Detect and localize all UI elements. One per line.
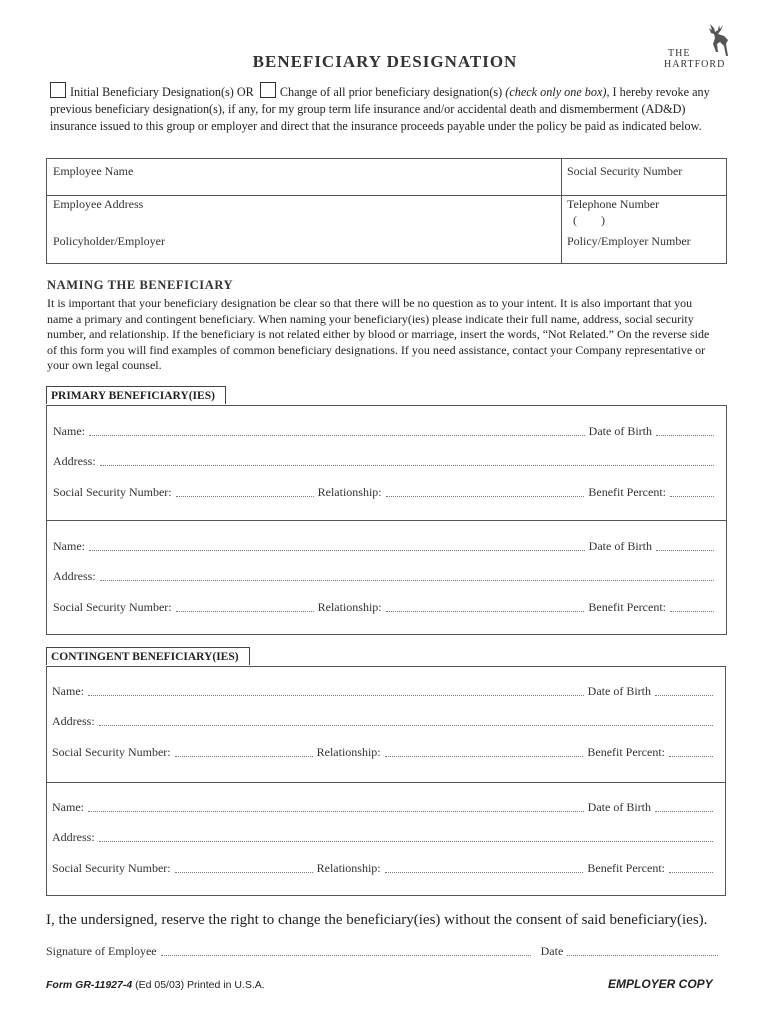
name-label: Name: [52, 684, 84, 698]
contingent-2-name-field[interactable] [88, 810, 584, 812]
dob-label: Date of Birth [588, 424, 652, 438]
dob-label: Date of Birth [587, 800, 651, 814]
telephone-area-code: ( ) [573, 213, 605, 227]
consent-statement: I, the undersigned, reserve the right to change the beneficiary(ies) without the consent of said beneficiary(ies). [46, 912, 708, 928]
primary-1-address-field[interactable] [100, 464, 714, 466]
logo-text-the: THE [668, 48, 691, 59]
row-divider [47, 195, 726, 196]
contingent-1-dob-field[interactable] [655, 694, 713, 696]
contingent-2-ssn-row [52, 861, 717, 876]
benefit-label: Benefit Percent: [587, 745, 665, 759]
primary-2-dob-field[interactable] [656, 549, 714, 551]
ssn-field-label: Social Security Number: [53, 600, 172, 614]
form-number [46, 979, 265, 991]
primary-2-address-row [53, 569, 718, 584]
policy-number-label: Policy/Employer Number [567, 234, 691, 248]
primary-tab: PRIMARY BENEFICIARY(IES) [46, 386, 226, 404]
telephone-label: Telephone Number [567, 197, 660, 211]
signature-date-field[interactable] [567, 954, 718, 956]
relationship-label: Relationship: [316, 861, 381, 875]
benefit-label: Benefit Percent: [588, 600, 666, 614]
form-prefix: Form GR- [46, 979, 95, 991]
ssn-field-label: Social Security Number: [52, 861, 171, 875]
primary-row-divider [47, 520, 726, 521]
dob-label: Date of Birth [587, 684, 651, 698]
primary-2-relationship-field[interactable] [386, 610, 585, 612]
address-label: Address: [52, 830, 95, 844]
employee-info-box [46, 158, 727, 264]
contingent-1-address-field[interactable] [99, 724, 713, 726]
signature-label: Signature of Employee [46, 944, 157, 958]
contingent-2-dob-field[interactable] [655, 810, 713, 812]
contingent-2-relationship-field[interactable] [385, 871, 584, 873]
naming-heading: NAMING THE BENEFICIARY [47, 278, 234, 292]
primary-1-ssn-field[interactable] [176, 495, 314, 497]
contingent-2-name-row [52, 800, 717, 815]
primary-2-name-row [53, 539, 718, 554]
primary-2-address-field[interactable] [100, 579, 714, 581]
primary-1-relationship-field[interactable] [386, 495, 585, 497]
change-designation-label: Change of all prior beneficiary designation(s) [279, 85, 503, 99]
hereby-text: I hereby [609, 85, 653, 99]
primary-1-benefit-field[interactable] [670, 495, 714, 497]
primary-box [46, 405, 727, 635]
signature-row [46, 944, 722, 959]
name-label: Name: [53, 424, 85, 438]
contingent-2-ssn-field[interactable] [175, 871, 313, 873]
relationship-label: Relationship: [317, 600, 382, 614]
initial-designation-label: Initial Beneficiary Designation(s) OR [70, 85, 254, 99]
primary-1-ssn-row [53, 485, 718, 500]
form-number-value: 11927-4 [94, 979, 133, 991]
naming-text: It is important that your beneficiary designation be clear so that there will be no question as to your intent. It is also important that you name a primary and contingent beneficiary. When naming your beneficiary(ies) please indicate their full name, address, social security number, and relationship. If the beneficiary is not related either by blood or marriage, insert the words, “Not Related.” On the reverse side of this form you will find examples of common beneficiary designations. If you need assistance, contact your Company representative or your own legal counsel. [47, 296, 710, 373]
contingent-tab: CONTINGENT BENEFICIARY(IES) [46, 647, 250, 665]
primary-1-address-row [53, 454, 718, 469]
revoke-text: revoke any previous beneficiary designation(s), if any, for my group term life insurance and/or accidental death and dismemberment (AD&D) insurance issued to this group or employer and direct that the insurance proceeds payable under the policy be paid as indicated below. [50, 85, 710, 133]
address-label: Address: [53, 569, 96, 583]
date-label: Date [540, 944, 564, 958]
relationship-label: Relationship: [317, 485, 382, 499]
stag-icon [702, 22, 732, 58]
contingent-2-address-row [52, 830, 717, 845]
initial-designation-checkbox[interactable] [50, 82, 66, 98]
address-label: Address: [53, 454, 96, 468]
contingent-1-benefit-field[interactable] [669, 755, 713, 757]
name-label: Name: [53, 539, 85, 553]
contingent-2-benefit-field[interactable] [669, 871, 713, 873]
primary-2-name-field[interactable] [89, 549, 585, 551]
employee-name-label: Employee Name [53, 164, 134, 178]
logo-text-hartford: HARTFORD [664, 59, 726, 70]
change-designation-checkbox[interactable] [260, 82, 276, 98]
contingent-1-name-row [52, 684, 717, 699]
signature-field[interactable] [161, 954, 531, 956]
contingent-1-address-row [52, 714, 717, 729]
address-label: Address: [52, 714, 95, 728]
employer-copy-label: EMPLOYER COPY [608, 977, 713, 991]
column-divider [561, 159, 562, 263]
primary-1-dob-field[interactable] [656, 434, 714, 436]
ssn-field-label: Social Security Number: [52, 745, 171, 759]
check-one-note: (check only one box), [505, 85, 610, 99]
contingent-1-name-field[interactable] [88, 694, 584, 696]
relationship-label: Relationship: [316, 745, 381, 759]
benefit-label: Benefit Percent: [588, 485, 666, 499]
contingent-box [46, 666, 726, 896]
primary-2-ssn-row [53, 600, 718, 615]
policyholder-label: Policyholder/Employer [53, 234, 165, 248]
employee-address-label: Employee Address [53, 197, 144, 211]
primary-2-ssn-field[interactable] [176, 610, 314, 612]
primary-1-name-field[interactable] [89, 434, 585, 436]
contingent-row-divider [47, 782, 725, 783]
contingent-2-address-field[interactable] [99, 840, 713, 842]
primary-1-name-row [53, 424, 718, 439]
contingent-1-relationship-field[interactable] [385, 755, 584, 757]
intro-paragraph [50, 82, 720, 135]
form-edition: (Ed 05/03) Printed in U.S.A. [132, 979, 265, 991]
contingent-1-ssn-field[interactable] [175, 755, 313, 757]
benefit-label: Benefit Percent: [587, 861, 665, 875]
ssn-label: Social Security Number [567, 164, 683, 178]
dob-label: Date of Birth [588, 539, 652, 553]
ssn-field-label: Social Security Number: [53, 485, 172, 499]
name-label: Name: [52, 800, 84, 814]
primary-2-benefit-field[interactable] [670, 610, 714, 612]
contingent-1-ssn-row [52, 745, 717, 760]
form-title: BENEFICIARY DESIGNATION [252, 52, 518, 71]
hartford-logo [658, 22, 738, 72]
